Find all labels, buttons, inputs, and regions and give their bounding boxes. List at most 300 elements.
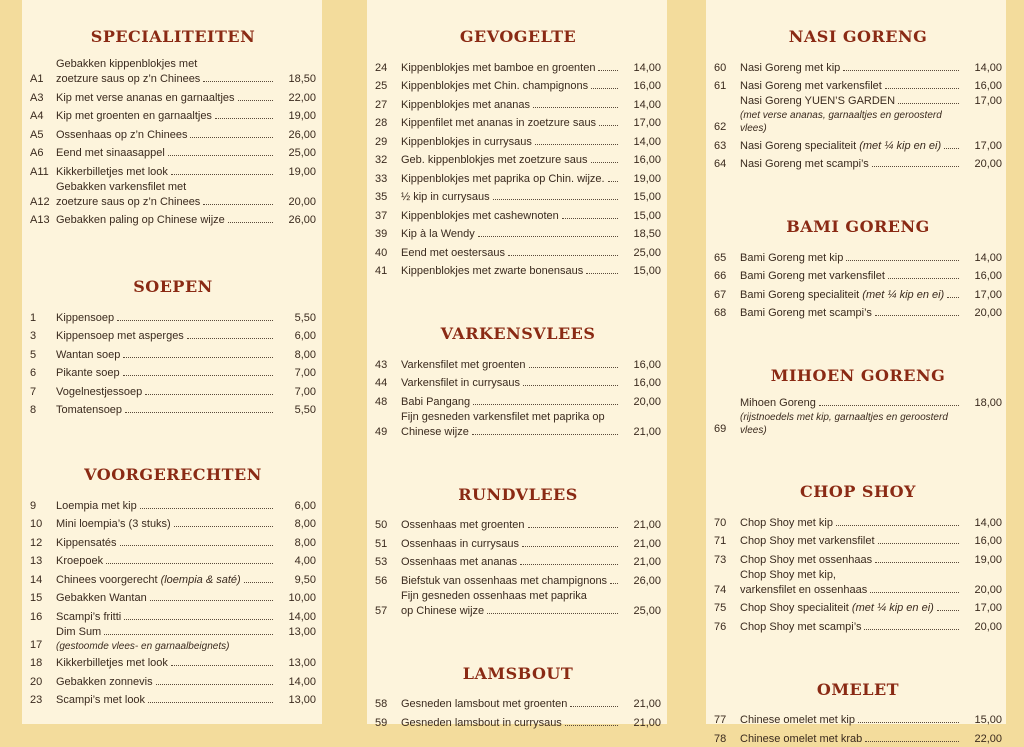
item-name-text: Nasi Goreng met varkensfilet [740, 80, 882, 92]
item-line [401, 153, 621, 168]
menu-item [375, 391, 661, 410]
item-name [401, 172, 605, 187]
item-number: 56 [375, 574, 388, 587]
item-body [401, 246, 621, 261]
item-line [401, 537, 621, 552]
item-number: A3 [30, 91, 44, 104]
item-name [56, 517, 171, 532]
menu-item [714, 135, 1002, 154]
item-number: 44 [375, 377, 388, 389]
dot-leader [190, 137, 273, 138]
item-name-text: Kip met verse ananas en garnaaltjes [56, 91, 235, 104]
dot-leader [608, 181, 618, 182]
item-line [740, 534, 962, 549]
item-number: A1 [30, 73, 44, 85]
item-name [401, 395, 470, 410]
item-name [56, 109, 212, 124]
item-price: 20,00 [974, 307, 1002, 319]
item-name [56, 213, 225, 228]
dot-leader [529, 367, 618, 368]
menu-item [30, 588, 316, 607]
dot-leader [120, 545, 273, 546]
dot-leader [123, 375, 273, 376]
item-list [714, 57, 1002, 172]
dot-leader [493, 199, 618, 200]
item-number: 71 [714, 535, 727, 547]
item-price: 16,00 [974, 80, 1002, 92]
item-number: 48 [375, 395, 388, 408]
item-name-text: Kippensoep [56, 311, 115, 324]
item-name-text: Kip met groenten en garnaaltjes [56, 110, 212, 122]
item-body [56, 499, 276, 514]
item-name [401, 518, 525, 533]
item-line [56, 675, 276, 690]
menu-section [30, 250, 316, 418]
item-number: 1 [30, 311, 37, 324]
menu-item [714, 76, 1002, 95]
item-name-text: Kippenblokjes met bamboe en groenten [401, 61, 596, 74]
item-price: 22,00 [974, 732, 1002, 745]
item-name [401, 537, 519, 552]
menu-item [30, 344, 316, 363]
item-number: A4 [30, 110, 44, 122]
item-price: 16,00 [633, 154, 661, 166]
item-body [401, 395, 621, 410]
item-name-text: Chop Shoy met kip [740, 516, 833, 529]
item-price: 16,00 [633, 377, 661, 389]
item-list [714, 396, 1002, 437]
dot-leader [171, 174, 273, 175]
item-number: 66 [714, 270, 727, 282]
item-name [401, 716, 562, 731]
item-number: 70 [714, 516, 727, 529]
section-title: CHOP SHOY [800, 482, 916, 501]
item-number: 78 [714, 732, 727, 745]
item-list [30, 307, 316, 418]
dot-leader [228, 222, 273, 223]
item-name [56, 72, 200, 87]
item-line [56, 109, 276, 124]
item-number: 68 [714, 307, 727, 319]
item-line [56, 591, 276, 606]
item-line [401, 358, 621, 373]
item-name-text: Kippenblokjes met paprika op Chin. wijze. [401, 172, 605, 185]
dot-leader [535, 144, 618, 145]
item-line [740, 583, 962, 598]
item-line [401, 98, 621, 113]
item-number: 41 [375, 265, 388, 277]
dot-leader [150, 600, 273, 601]
item-line [401, 79, 621, 94]
menu-item [714, 549, 1002, 568]
menu-item [30, 671, 316, 690]
item-body [740, 516, 962, 531]
item-name [740, 306, 872, 321]
menu-item [714, 728, 1002, 747]
menu-item [714, 94, 1002, 135]
item-price: 17,00 [974, 288, 1002, 301]
item-line [56, 213, 276, 228]
item-name [401, 376, 520, 391]
menu-item [30, 307, 316, 326]
menu-section [714, 0, 1002, 172]
item-number: 27 [375, 98, 388, 111]
item-body [56, 517, 276, 532]
item-name-text: Ossenhaas op z’n Chinees [56, 128, 188, 141]
item-name [401, 153, 588, 168]
item-body [401, 227, 621, 242]
item-name-text: Gesneden lamsbout met groenten [401, 698, 568, 710]
dot-leader [174, 526, 273, 527]
item-line [56, 536, 276, 551]
item-number: A5 [30, 128, 44, 141]
item-name [56, 693, 145, 708]
item-name-line1: Chop Shoy met kip, [740, 568, 836, 581]
item-body [401, 537, 621, 552]
menu-section [30, 0, 316, 228]
item-price: 18,50 [633, 228, 661, 240]
item-line [56, 499, 276, 514]
item-price: 20,00 [974, 620, 1002, 633]
item-body [740, 568, 962, 598]
item-number: 61 [714, 80, 727, 92]
item-price: 19,00 [288, 165, 316, 178]
item-price: 7,00 [294, 385, 316, 398]
item-name [56, 591, 147, 606]
dot-leader [203, 204, 273, 205]
item-price: 5,50 [294, 404, 316, 416]
item-body [56, 625, 276, 653]
menu-item [375, 712, 661, 731]
item-number: 20 [30, 675, 43, 688]
item-name-text: Nasi Goreng YUEN’S GARDEN [740, 95, 896, 107]
menu-item [714, 616, 1002, 635]
item-name [56, 385, 142, 400]
item-price: 19,00 [974, 553, 1002, 566]
menu-item [30, 381, 316, 400]
item-body [401, 264, 621, 279]
item-name-text: Bami Goreng met kip [740, 251, 844, 264]
item-name [56, 625, 101, 640]
item-price: 18,50 [288, 73, 316, 85]
item-price: 18,00 [974, 397, 1002, 409]
item-note: (met verse ananas, garnaaltjes en geroosterd vlees) [740, 110, 942, 134]
item-body [740, 269, 962, 284]
section-title: BAMI GORENG [786, 217, 930, 236]
item-list [375, 694, 661, 731]
item-price: 25,00 [288, 147, 316, 159]
item-line [56, 656, 276, 671]
item-price: 14,00 [633, 135, 661, 148]
item-number: A6 [30, 147, 44, 159]
item-price: 10,00 [288, 592, 316, 604]
item-name-text: Bami Goreng met scampi’s [740, 307, 872, 319]
item-number: 28 [375, 117, 388, 129]
dot-leader [591, 88, 618, 89]
item-line [56, 311, 276, 326]
menu-item [30, 625, 316, 653]
item-price: 15,00 [633, 209, 661, 222]
item-line [740, 620, 962, 635]
item-number: 39 [375, 228, 388, 240]
item-line [56, 693, 276, 708]
item-price: 16,00 [974, 535, 1002, 547]
dot-leader [610, 583, 618, 584]
item-name [740, 583, 867, 598]
item-name-extra: (met ¼ kip en ei) [859, 139, 942, 152]
item-line [401, 264, 621, 279]
item-body [56, 146, 276, 161]
dot-leader [244, 582, 273, 583]
item-name [401, 79, 588, 94]
item-number: 62 [714, 121, 727, 133]
item-body [56, 57, 276, 87]
item-name-text: Gebakken zonnevis [56, 675, 153, 688]
item-name [56, 146, 165, 161]
menu-section [375, 0, 661, 279]
item-number: 60 [714, 61, 727, 74]
menu-item [714, 303, 1002, 322]
menu-item [375, 187, 661, 206]
item-price: 20,00 [974, 583, 1002, 596]
item-line [401, 246, 621, 261]
menu-item [30, 514, 316, 533]
item-body [56, 610, 276, 625]
item-body [401, 716, 621, 731]
section-title: GEVOGELTE [459, 27, 577, 46]
item-price: 6,00 [294, 499, 316, 512]
item-name [740, 396, 816, 411]
item-price: 17,00 [633, 117, 661, 129]
item-body [401, 98, 621, 113]
item-name-text: Vogelnestjessoep [56, 385, 143, 398]
item-name [740, 601, 934, 616]
item-name-text: Loempia met kip [56, 499, 137, 512]
item-price: 17,00 [974, 139, 1002, 152]
menu-item [30, 161, 316, 180]
item-price: 14,00 [288, 675, 316, 688]
item-line [56, 329, 276, 344]
item-number: 37 [375, 209, 388, 222]
item-note: (rijstnoedels met kip, garnaaltjes en geroosterd vlees) [740, 412, 948, 436]
item-number: 57 [375, 604, 388, 617]
item-body [56, 536, 276, 551]
item-price: 4,00 [294, 555, 316, 567]
item-line [740, 61, 962, 76]
item-number: 10 [30, 518, 43, 530]
item-note: (gestoomde vlees- en garnaalbeignets) [56, 640, 230, 652]
dot-leader [168, 155, 273, 156]
dot-leader [140, 508, 273, 509]
item-line [56, 146, 276, 161]
menu-item [375, 57, 661, 76]
menu-item [375, 205, 661, 224]
item-list [375, 354, 661, 440]
dot-leader [487, 613, 618, 614]
item-name [401, 61, 595, 76]
item-line [56, 366, 276, 381]
item-line [56, 348, 276, 363]
menu-item [375, 373, 661, 392]
item-line [401, 116, 621, 131]
menu-item [375, 94, 661, 113]
item-name-text: Gesneden lamsbout in currysaus [401, 716, 562, 729]
item-price: 6,00 [294, 330, 316, 342]
item-name [740, 251, 843, 266]
menu-section [714, 653, 1002, 747]
item-body [740, 732, 962, 747]
item-price: 13,00 [288, 694, 316, 706]
item-line [401, 716, 621, 731]
item-body [740, 601, 962, 616]
dot-leader [156, 684, 273, 685]
item-number: 53 [375, 556, 388, 568]
item-price: 13,00 [288, 657, 316, 669]
item-body [401, 209, 621, 224]
item-price: 26,00 [288, 214, 316, 226]
item-line [740, 713, 962, 728]
menu-item [30, 532, 316, 551]
item-number: A11 [30, 165, 49, 178]
item-list [714, 247, 1002, 321]
dot-leader [203, 81, 273, 82]
item-name-text: Kippenblokjes met cashewnoten [401, 209, 559, 222]
dot-leader [238, 100, 273, 101]
item-name-line1: Gebakken kippenblokjes met [56, 58, 198, 70]
item-number: 51 [375, 537, 388, 550]
item-body [740, 396, 962, 437]
item-body [740, 620, 962, 635]
item-name-text: Chop Shoy specialiteit [740, 602, 849, 614]
item-name-text: Eend met sinaasappel [56, 147, 165, 159]
item-name [56, 165, 168, 180]
item-line [56, 517, 276, 532]
menu-item [30, 124, 316, 143]
menu-item [30, 87, 316, 106]
item-price: 21,00 [633, 425, 661, 438]
item-name [740, 553, 872, 568]
item-number: 40 [375, 246, 388, 259]
dot-leader [106, 563, 273, 564]
item-name-text: Ossenhaas in currysaus [401, 537, 519, 550]
item-price: 14,00 [633, 98, 661, 111]
item-name [401, 264, 583, 279]
item-name-text: Varkensfilet met groenten [401, 358, 526, 371]
menu-item [375, 168, 661, 187]
item-line [401, 697, 621, 712]
item-name [56, 195, 200, 210]
item-name-text: Chop Shoy met varkensfilet [740, 535, 875, 547]
section-title: OMELET [816, 679, 900, 699]
item-price: 21,00 [633, 698, 661, 710]
menu-item [714, 154, 1002, 173]
item-name-text: Ossenhaas met groenten [401, 519, 525, 531]
item-name-text: Kippenblokjes met zwarte bonensaus [401, 265, 584, 277]
item-name [740, 139, 941, 154]
item-number: 32 [375, 154, 388, 166]
menu-item [714, 57, 1002, 76]
item-name [56, 311, 114, 326]
item-body [56, 675, 276, 690]
dot-leader [125, 412, 273, 413]
item-name-text: Geb. kippenblokjes met zoetzure saus [401, 154, 588, 166]
dot-leader [898, 103, 959, 104]
item-line [56, 610, 276, 625]
item-number: 29 [375, 135, 388, 148]
item-line [401, 135, 621, 150]
item-list [714, 710, 1002, 747]
item-name-text: Mini loempia’s (3 stuks) [56, 518, 171, 530]
menu-section [714, 455, 1002, 635]
item-name-text: Scampi’s met look [56, 694, 146, 706]
item-body [56, 109, 276, 124]
item-body [401, 574, 621, 589]
menu-section [375, 297, 661, 440]
item-body [401, 79, 621, 94]
item-line [401, 604, 621, 619]
item-number: 76 [714, 620, 727, 633]
item-body [740, 553, 962, 568]
item-line [401, 425, 621, 440]
item-list [714, 512, 1002, 635]
dot-leader [875, 562, 959, 563]
item-number: 23 [30, 694, 43, 706]
dot-leader [875, 315, 959, 316]
menu-item [30, 363, 316, 382]
item-price: 5,50 [294, 311, 316, 324]
item-price: 26,00 [633, 574, 661, 587]
item-name-text: varkensfilet en ossenhaas [740, 583, 868, 596]
section-title: RUNDVLEES [458, 484, 578, 504]
menu-item [375, 410, 661, 440]
item-name [740, 288, 944, 303]
item-line [740, 157, 962, 172]
item-line [56, 573, 276, 588]
menu-item [375, 113, 661, 132]
item-body [56, 591, 276, 606]
item-line [56, 91, 276, 106]
dot-leader [591, 162, 619, 163]
dot-leader [586, 273, 618, 274]
item-line [740, 732, 962, 747]
dot-leader [520, 564, 618, 565]
item-name [401, 190, 490, 205]
item-number: 7 [30, 385, 37, 398]
item-body [401, 358, 621, 373]
item-line [56, 403, 276, 418]
item-body [401, 116, 621, 131]
menu-column-3 [706, 0, 1006, 745]
item-name [401, 116, 596, 131]
item-number: 17 [30, 638, 43, 651]
item-name-text: Chop Shoy met ossenhaas [740, 553, 873, 566]
item-price: 17,00 [974, 602, 1002, 614]
item-price: 21,00 [633, 519, 661, 531]
item-price: 16,00 [633, 80, 661, 92]
dot-leader [117, 320, 273, 321]
item-body [56, 656, 276, 671]
item-number: 35 [375, 191, 388, 203]
menu-item [30, 495, 316, 514]
menu-item [375, 76, 661, 95]
item-name [401, 574, 607, 589]
menu-item [375, 515, 661, 534]
dot-leader [870, 592, 959, 593]
dot-leader [522, 546, 618, 547]
item-name-text: Varkensfilet in currysaus [401, 377, 521, 389]
item-line [740, 601, 962, 616]
menu-section [375, 637, 661, 731]
